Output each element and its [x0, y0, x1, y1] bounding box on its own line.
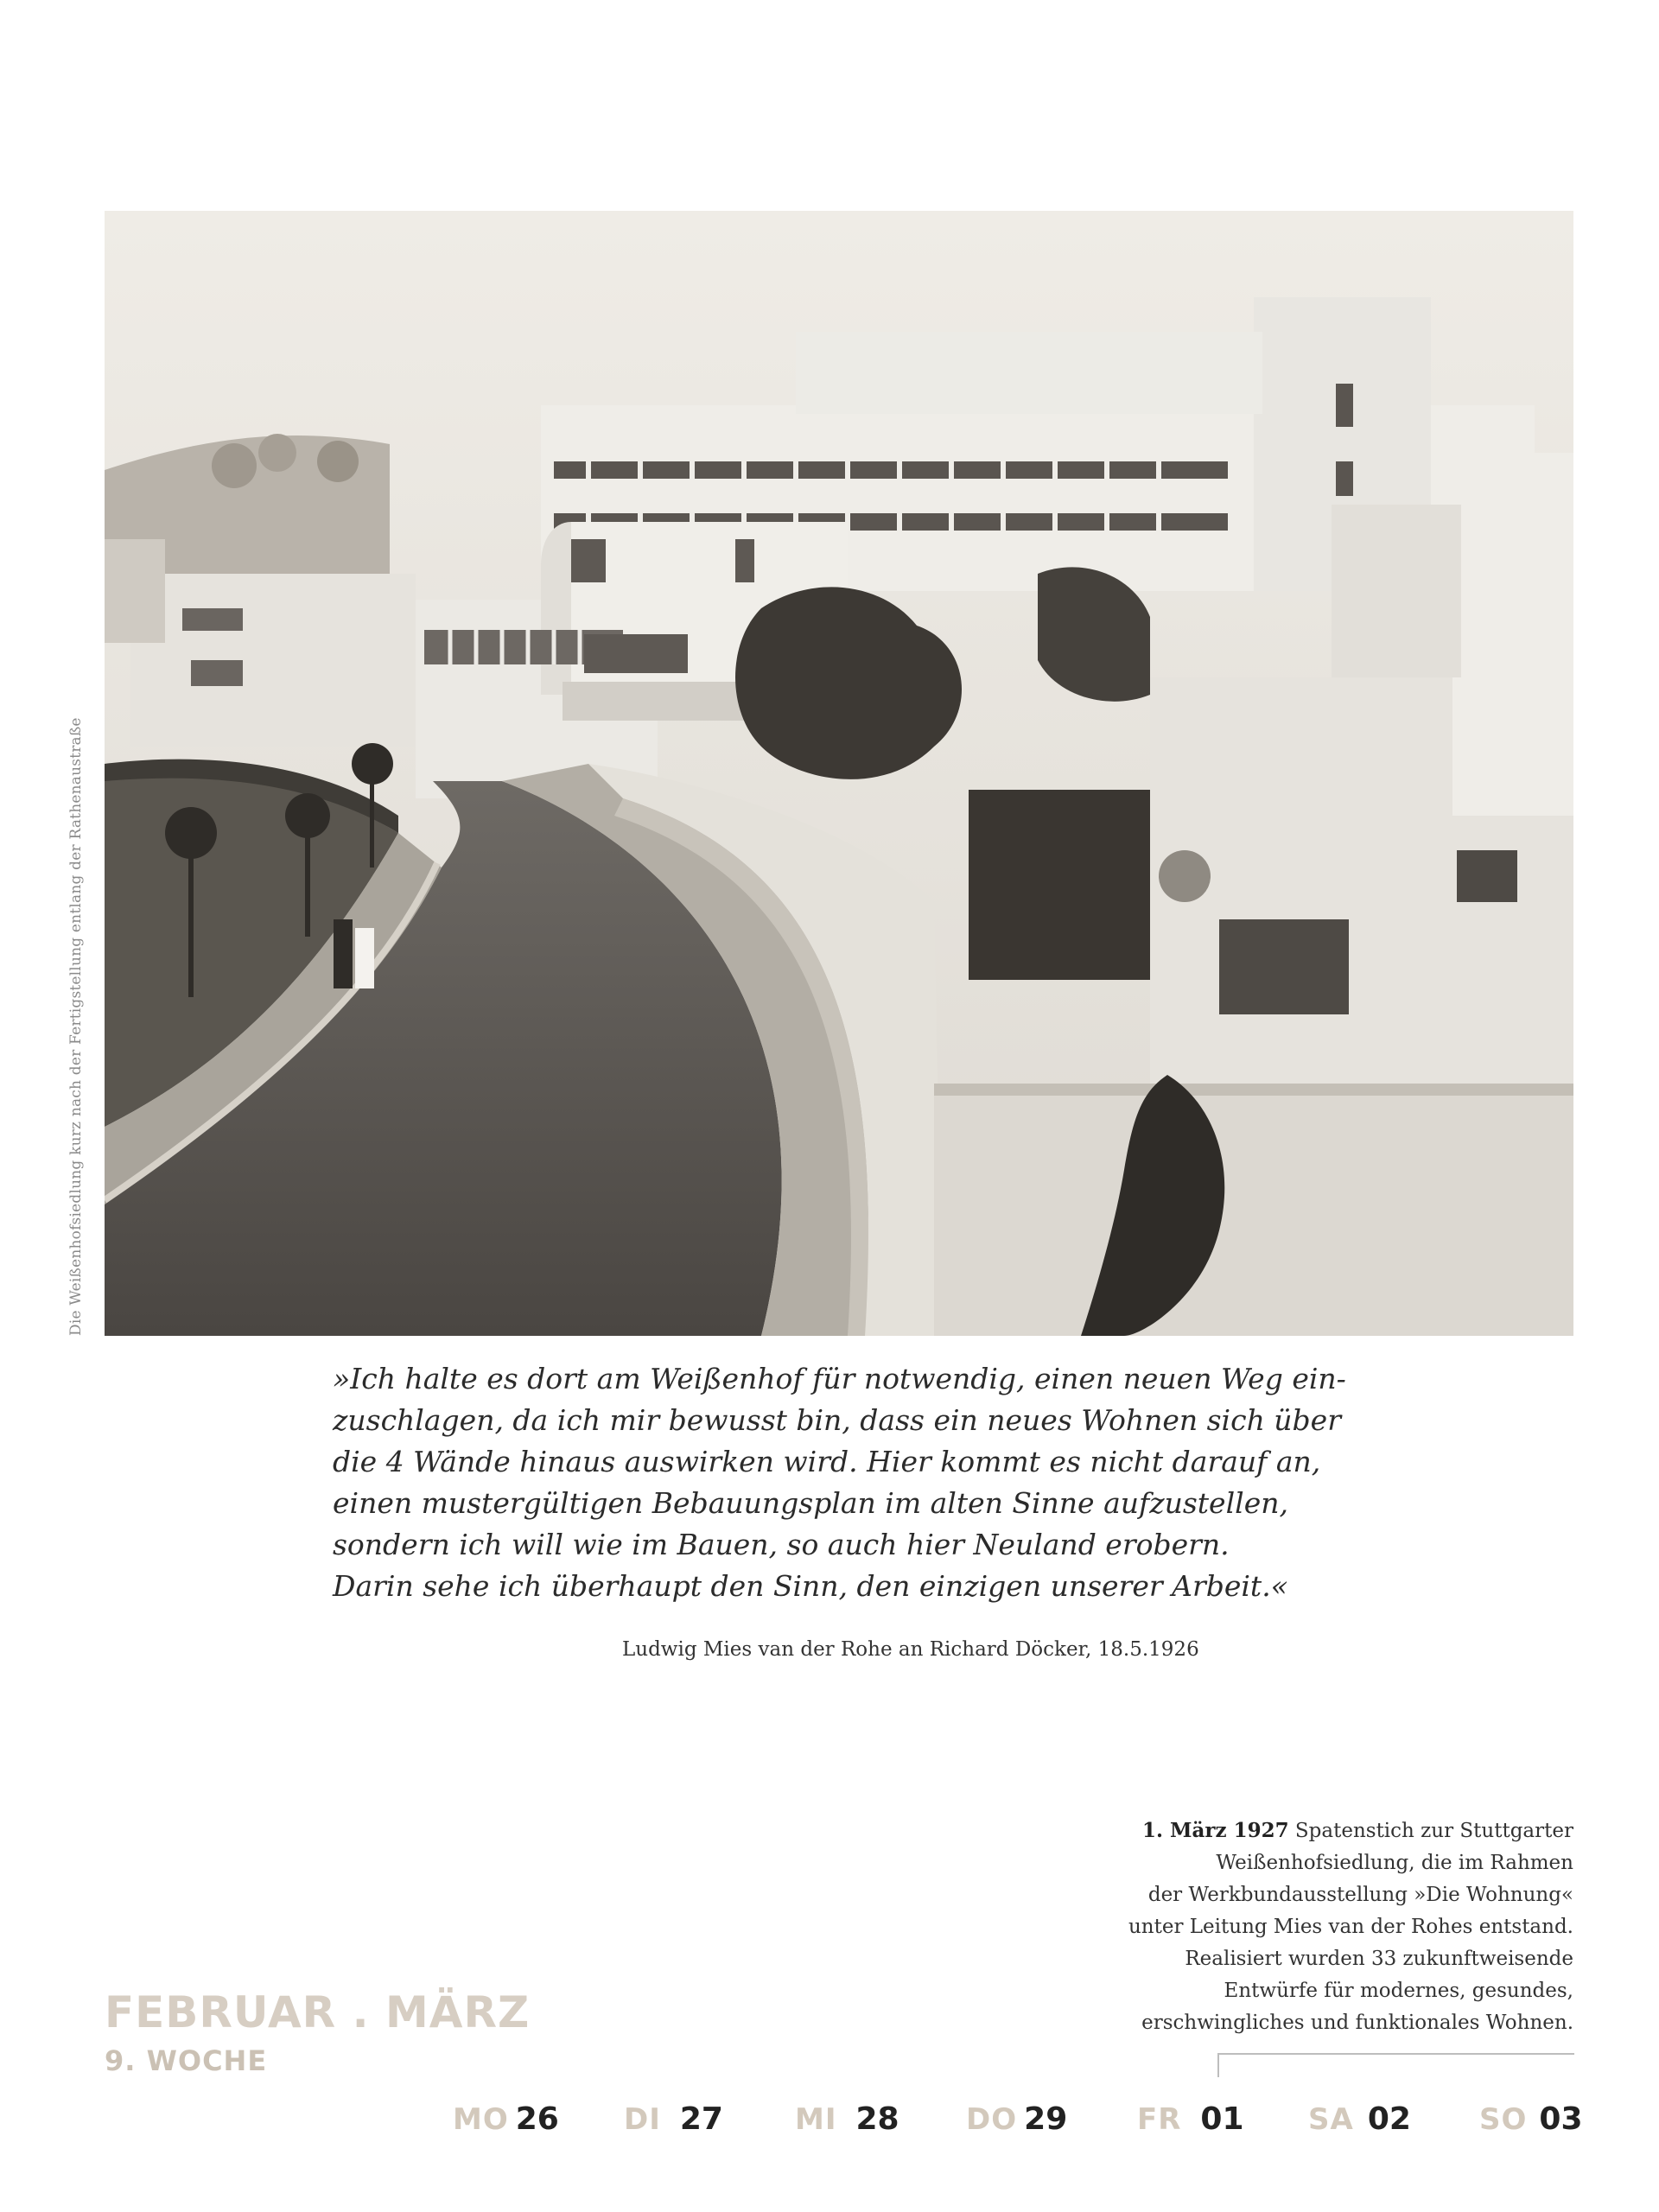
- event-line: der Werkbundausstellung »Die Wohnung«: [1147, 1884, 1573, 1906]
- day-number: 01: [1200, 2101, 1244, 2137]
- day-number: 28: [855, 2101, 899, 2137]
- quote-line: sondern ich will wie im Bauen, so auch hier Neuland erobern.: [333, 1528, 1230, 1561]
- day-thursday: [966, 2101, 1067, 2137]
- day-number: 29: [1024, 2101, 1068, 2137]
- month-title: FEBRUAR . MÄRZ: [105, 1987, 531, 2037]
- day-abbr: MO: [453, 2102, 509, 2137]
- day-abbr: DO: [966, 2102, 1018, 2137]
- event-divider: [1217, 2053, 1574, 2055]
- day-number: 26: [515, 2101, 559, 2137]
- day-number: 02: [1367, 2101, 1411, 2137]
- event-pointer: [1217, 2053, 1219, 2077]
- day-tuesday: [624, 2101, 723, 2137]
- quote-line: Darin sehe ich überhaupt den Sinn, den einzigen unserer Arbeit.«: [333, 1569, 1288, 1603]
- day-number: 27: [679, 2101, 723, 2137]
- day-friday: [1137, 2101, 1244, 2137]
- event-line: Realisiert wurden 33 zukunftweisende: [1185, 1948, 1573, 1970]
- week-label: 9. WOCHE: [105, 2044, 268, 2077]
- day-abbr: FR: [1137, 2102, 1182, 2137]
- day-saturday: [1308, 2101, 1411, 2137]
- event-line: Weißenhofsiedlung, die im Rahmen: [1216, 1852, 1573, 1874]
- quote-line: zuschlagen, da ich mir bewusst bin, dass ein neues Wohnen sich über: [333, 1403, 1341, 1437]
- day-abbr: MI: [795, 2102, 837, 2137]
- event-line: Entwürfe für modernes, gesundes,: [1224, 1980, 1573, 2002]
- quote-line: »Ich halte es dort am Weißenhof für notwendig, einen neuen Weg ein-: [333, 1362, 1346, 1395]
- photo-caption: Die Weißenhofsiedlung kurz nach der Fertigstellung entlang der Rathenaustraße: [67, 717, 85, 1336]
- quote-line: die 4 Wände hinaus auswirken wird. Hier kommt es nicht darauf an,: [333, 1445, 1321, 1478]
- quote-text: [333, 1358, 1346, 1607]
- event-date: 1. März 1927: [1142, 1819, 1289, 1842]
- quote-attribution: Ludwig Mies van der Rohe an Richard Döcker, 18.5.1926: [622, 1638, 1199, 1661]
- day-abbr: SA: [1308, 2102, 1354, 2137]
- event-line-text: Spatenstich zur Stuttgarter: [1294, 1820, 1573, 1842]
- weekday-row: [453, 2101, 1585, 2146]
- event-line: unter Leitung Mies van der Rohes entstand.: [1128, 1916, 1573, 1938]
- day-sunday: [1479, 2101, 1583, 2137]
- day-wednesday: [795, 2101, 899, 2137]
- day-monday: [453, 2101, 559, 2137]
- event-note: [1038, 1815, 1573, 2039]
- day-number: 03: [1539, 2101, 1583, 2137]
- event-line: [1038, 1815, 1573, 1847]
- day-abbr: SO: [1479, 2102, 1528, 2137]
- weissenhof-photo: [105, 211, 1573, 1336]
- event-line: erschwingliches und funktionales Wohnen.: [1141, 2012, 1573, 2034]
- quote-line: einen mustergültigen Bebauungsplan im alten Sinne aufzustellen,: [333, 1486, 1288, 1520]
- day-abbr: DI: [624, 2102, 661, 2137]
